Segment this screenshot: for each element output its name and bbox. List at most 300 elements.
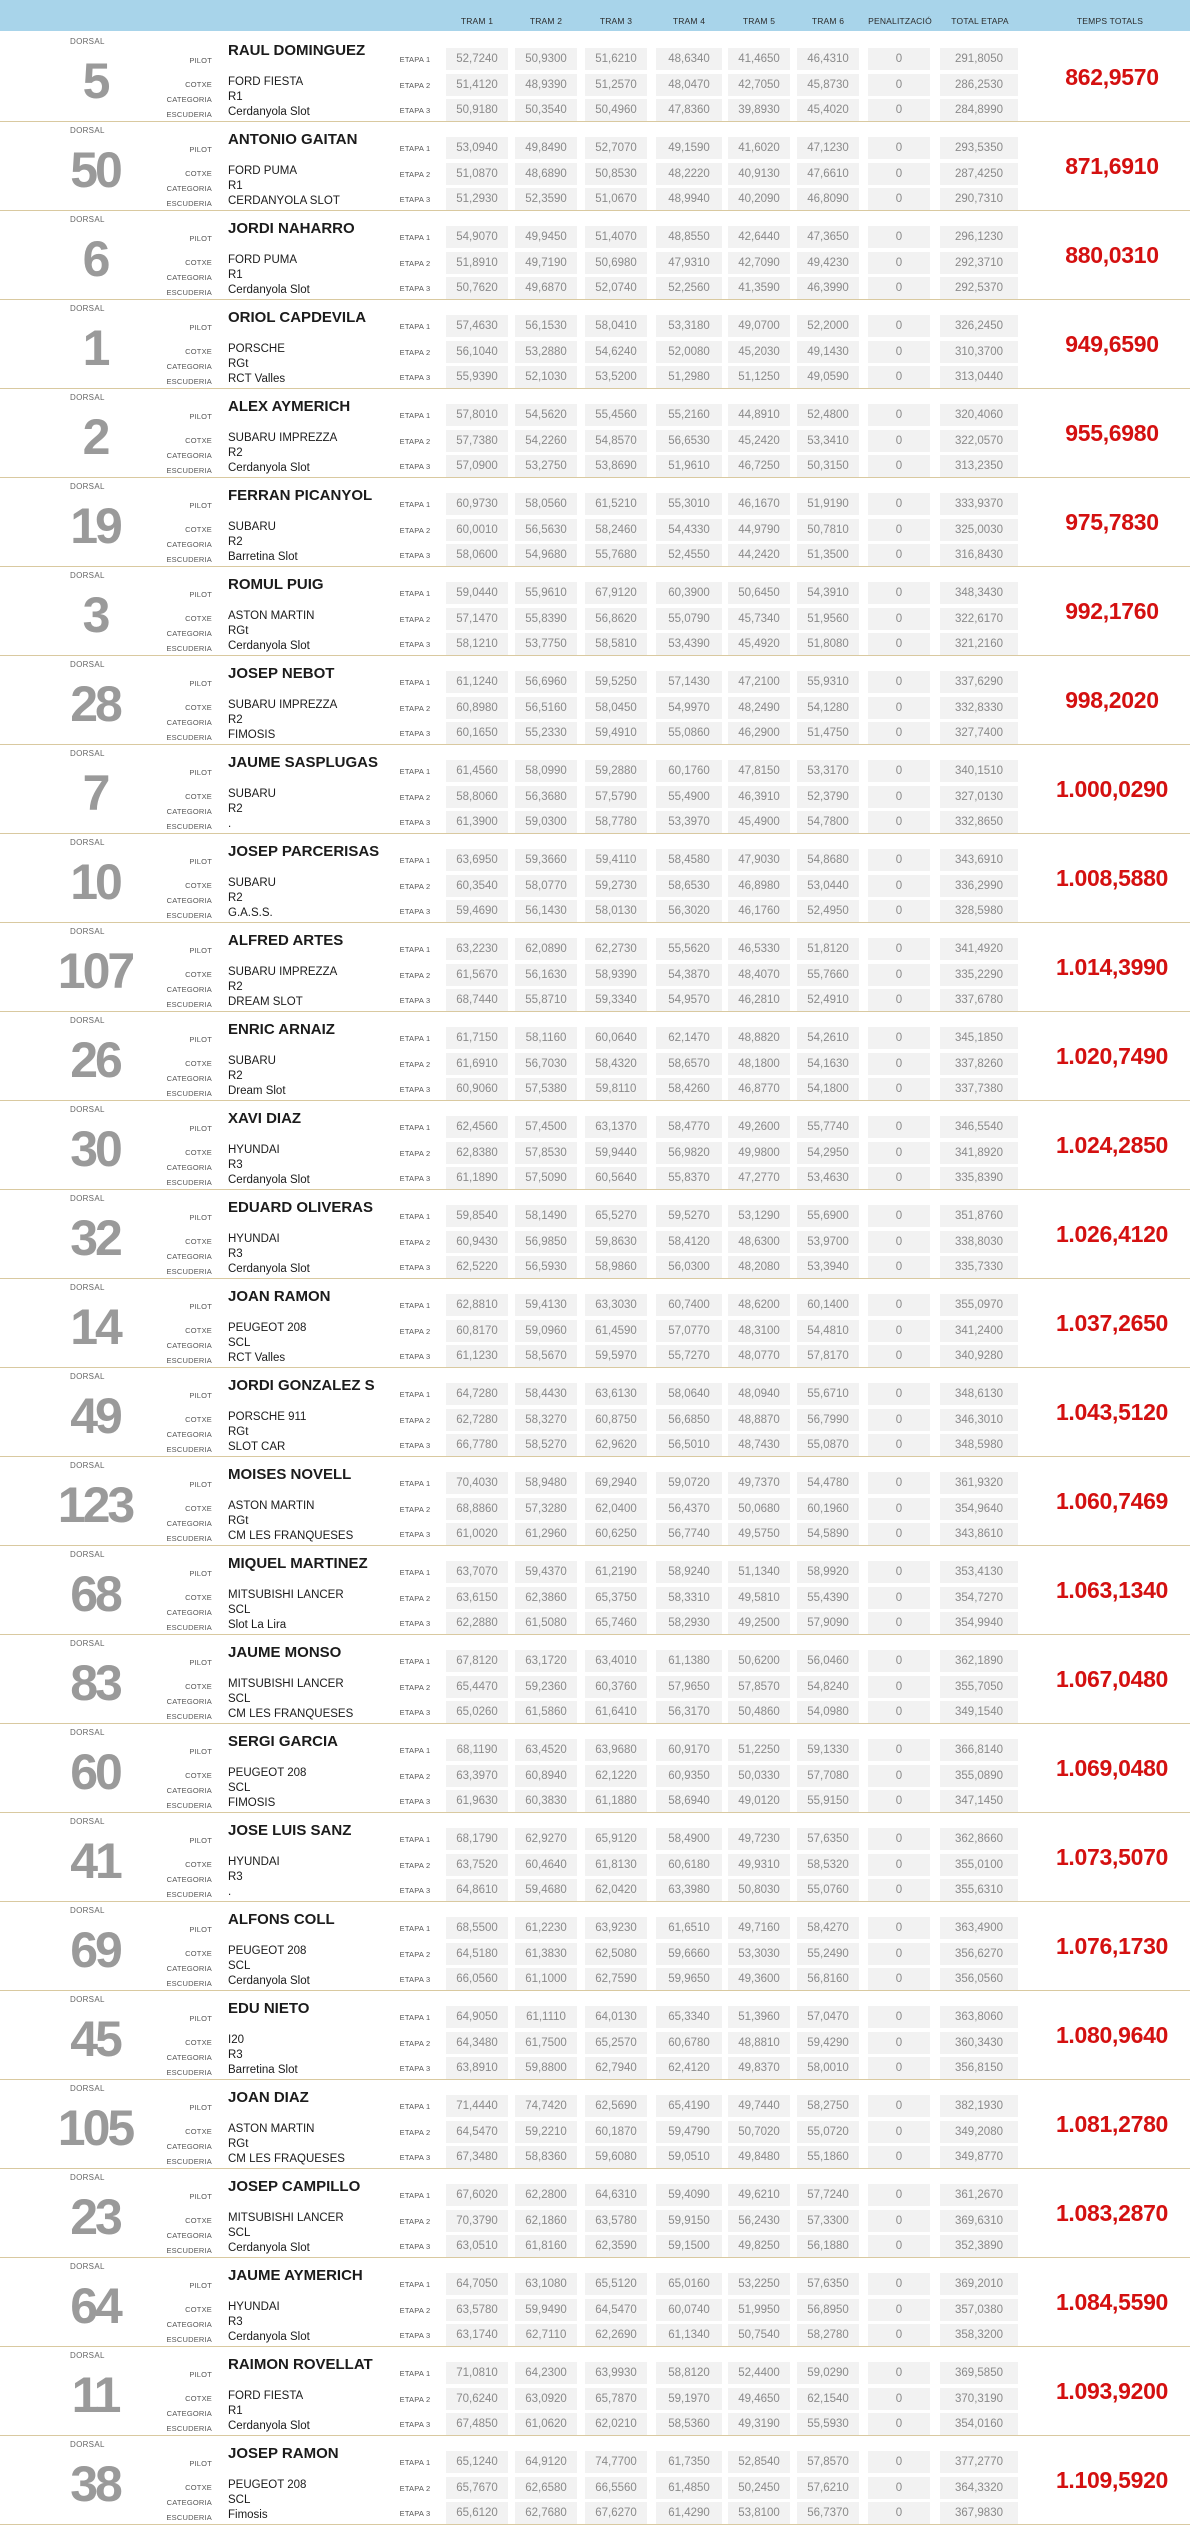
cotxe-value: MITSUBISHI LANCER <box>228 1589 344 1601</box>
escuderia-label: ESCUDERIA <box>166 1445 212 1454</box>
temps-total: 880,0310 <box>1065 242 1159 268</box>
entry-row <box>0 1723 1190 1813</box>
cell-tram1: 63,2230 <box>446 938 509 960</box>
cell-tram5: 50,7540 <box>728 2324 791 2346</box>
cell-tram3: 59,4910 <box>585 722 648 744</box>
cell-tram5: 47,2100 <box>728 671 791 693</box>
cell-tram4: 55,0790 <box>656 608 723 630</box>
cell-tram6: 56,0460 <box>797 1650 860 1672</box>
cotxe-value: HYUNDAI <box>228 1233 280 1245</box>
cell-tram5: 53,1290 <box>728 1205 791 1227</box>
cell-tram1: 61,3900 <box>446 811 509 833</box>
pilot-name: JOSEP CAMPILLO <box>228 2178 361 2195</box>
cotxe-label: COTXE <box>185 1148 212 1157</box>
escuderia-label: ESCUDERIA <box>166 1623 212 1632</box>
pilot-label: PILOT <box>189 501 212 510</box>
cell-tram6: 51,3500 <box>797 544 860 566</box>
cell-tram5: 46,1670 <box>728 493 791 515</box>
cell-tram3: 69,2940 <box>585 1472 648 1494</box>
categoria-label: CATEGORIA <box>166 540 212 549</box>
cotxe-value: SUBARU IMPREZZA <box>228 966 338 978</box>
cell-penalitzacio: 0 <box>868 137 931 159</box>
cell-tram3: 59,8630 <box>585 1231 648 1253</box>
cell-tram2: 58,5670 <box>515 1345 578 1367</box>
cell-tram1: 63,0510 <box>446 2235 509 2257</box>
cell-tram3: 62,9620 <box>585 1434 648 1456</box>
cotxe-value: SUBARU <box>228 1055 276 1067</box>
cell-total-etapa: 356,6270 <box>940 1943 1019 1965</box>
cotxe-value: SUBARU IMPREZZA <box>228 432 338 444</box>
cell-total-etapa: 292,5370 <box>940 277 1019 299</box>
categoria-label: CATEGORIA <box>166 184 212 193</box>
categoria-value: RGt <box>228 1515 249 1527</box>
cell-tram5: 57,8570 <box>728 1676 791 1698</box>
cotxe-value: MITSUBISHI LANCER <box>228 2212 344 2224</box>
cell-penalitzacio: 0 <box>868 2413 931 2435</box>
dorsal-number: 23 <box>70 2189 120 2245</box>
escuderia-label: ESCUDERIA <box>166 1000 212 1009</box>
cell-penalitzacio: 0 <box>868 74 931 96</box>
cell-tram6: 45,8730 <box>797 74 860 96</box>
cell-tram5: 49,9310 <box>728 1854 791 1876</box>
cell-tram4: 48,8550 <box>656 226 723 248</box>
cotxe-label: COTXE <box>185 881 212 890</box>
cell-tram1: 66,7780 <box>446 1434 509 1456</box>
escuderia-value: FIMOSIS <box>228 1797 276 1809</box>
dorsal-number: 6 <box>82 231 108 287</box>
cell-tram4: 47,9310 <box>656 252 723 274</box>
etapa-label: ETAPA 3 <box>399 1174 431 1183</box>
pilot-name: ENRIC ARNAIZ <box>228 1021 335 1038</box>
cell-penalitzacio: 0 <box>868 2032 931 2054</box>
cell-tram2: 57,5380 <box>515 1078 578 1100</box>
cell-tram3: 58,0450 <box>585 697 648 719</box>
cell-tram4: 60,6180 <box>656 1854 723 1876</box>
cell-penalitzacio: 0 <box>868 1409 931 1431</box>
cell-tram2: 61,1110 <box>515 2006 578 2028</box>
cell-penalitzacio: 0 <box>868 226 931 248</box>
cell-tram3: 54,8570 <box>585 430 648 452</box>
categoria-label: CATEGORIA <box>166 1163 212 1172</box>
escuderia-label: ESCUDERIA <box>166 2513 212 2522</box>
etapa-label: ETAPA 1 <box>399 144 431 153</box>
cell-tram3: 53,5200 <box>585 366 648 388</box>
col-header-tram6: TRAM 6 <box>811 16 845 26</box>
cell-tram4: 58,4900 <box>656 1828 723 1850</box>
cell-tram1: 51,0870 <box>446 163 509 185</box>
entry-row <box>0 210 1190 300</box>
cell-tram3: 63,9680 <box>585 1739 648 1761</box>
categoria-label: CATEGORIA <box>166 1964 212 1973</box>
cell-tram2: 55,2330 <box>515 722 578 744</box>
cell-tram5: 49,5810 <box>728 1587 791 1609</box>
cell-tram1: 66,0560 <box>446 1968 509 1990</box>
cell-tram4: 58,6530 <box>656 875 723 897</box>
etapa-label: ETAPA 3 <box>399 2064 431 2073</box>
cell-tram6: 54,5890 <box>797 1523 860 1545</box>
cell-total-etapa: 346,3010 <box>940 1409 1019 1431</box>
cell-tram6: 45,4020 <box>797 99 860 121</box>
etapa-label: ETAPA 1 <box>399 322 431 331</box>
categoria-value: RGt <box>228 358 249 370</box>
cell-tram6: 55,5930 <box>797 2413 860 2435</box>
table-header <box>0 0 1190 31</box>
cell-tram2: 62,3860 <box>515 1587 578 1609</box>
cotxe-value: PORSCHE <box>228 343 285 355</box>
cell-tram4: 54,9570 <box>656 989 723 1011</box>
cell-penalitzacio: 0 <box>868 722 931 744</box>
cell-tram3: 59,4110 <box>585 849 648 871</box>
cell-tram6: 54,1280 <box>797 697 860 719</box>
dorsal-number: 49 <box>70 1388 120 1444</box>
cell-tram4: 61,6510 <box>656 1917 723 1939</box>
dorsal-label: DORSAL <box>70 1016 105 1025</box>
cell-tram1: 61,1240 <box>446 671 509 693</box>
etapa-label: ETAPA 1 <box>399 945 431 954</box>
cell-tram1: 63,6150 <box>446 1587 509 1609</box>
cell-tram4: 59,4090 <box>656 2184 723 2206</box>
cell-tram5: 40,9130 <box>728 163 791 185</box>
pilot-label: PILOT <box>189 1302 212 1311</box>
categoria-label: CATEGORIA <box>166 807 212 816</box>
cell-tram3: 56,8620 <box>585 608 648 630</box>
cell-tram6: 53,9700 <box>797 1231 860 1253</box>
dorsal-label: DORSAL <box>70 1906 105 1915</box>
cell-tram6: 47,1230 <box>797 137 860 159</box>
cell-tram6: 59,4290 <box>797 2032 860 2054</box>
cell-total-etapa: 340,9280 <box>940 1345 1019 1367</box>
escuderia-label: ESCUDERIA <box>166 555 212 564</box>
dorsal-label: DORSAL <box>70 660 105 669</box>
cell-tram3: 62,0420 <box>585 1879 648 1901</box>
categoria-value: R1 <box>228 180 243 192</box>
cell-tram1: 70,6240 <box>446 2388 509 2410</box>
cell-tram5: 53,3030 <box>728 1943 791 1965</box>
cell-total-etapa: 332,8650 <box>940 811 1019 833</box>
cell-tram3: 52,0740 <box>585 277 648 299</box>
cell-total-etapa: 327,7400 <box>940 722 1019 744</box>
escuderia-value: Dream Slot <box>228 1085 286 1097</box>
cell-tram4: 55,4900 <box>656 786 723 808</box>
cell-penalitzacio: 0 <box>868 1790 931 1812</box>
cell-tram4: 60,0740 <box>656 2299 723 2321</box>
etapa-label: ETAPA 3 <box>399 1085 431 1094</box>
cell-tram1: 57,4630 <box>446 315 509 337</box>
cell-tram1: 58,0600 <box>446 544 509 566</box>
cell-tram6: 53,0440 <box>797 875 860 897</box>
cell-penalitzacio: 0 <box>868 938 931 960</box>
cell-tram5: 49,3190 <box>728 2413 791 2435</box>
cell-tram4: 57,1430 <box>656 671 723 693</box>
etapa-label: ETAPA 3 <box>399 996 431 1005</box>
cotxe-label: COTXE <box>185 2305 212 2314</box>
cell-penalitzacio: 0 <box>868 277 931 299</box>
cell-penalitzacio: 0 <box>868 1294 931 1316</box>
cell-total-etapa: 369,6310 <box>940 2210 1019 2232</box>
categoria-label: CATEGORIA <box>166 2498 212 2507</box>
cell-tram4: 59,1970 <box>656 2388 723 2410</box>
cell-tram1: 68,7440 <box>446 989 509 1011</box>
col-header-tram4: TRAM 4 <box>672 16 706 26</box>
col-header-total-etapa: TOTAL ETAPA <box>951 16 1009 26</box>
cell-tram3: 61,1880 <box>585 1790 648 1812</box>
cell-tram1: 63,5780 <box>446 2299 509 2321</box>
categoria-label: CATEGORIA <box>166 95 212 104</box>
cell-tram3: 64,5470 <box>585 2299 648 2321</box>
cell-tram1: 68,5500 <box>446 1917 509 1939</box>
cell-tram4: 58,6940 <box>656 1790 723 1812</box>
dorsal-number: 5 <box>82 53 108 109</box>
cell-tram1: 51,4120 <box>446 74 509 96</box>
cell-tram6: 60,1960 <box>797 1498 860 1520</box>
cell-penalitzacio: 0 <box>868 99 931 121</box>
etapa-label: ETAPA 3 <box>399 1886 431 1895</box>
pilot-label: PILOT <box>189 857 212 866</box>
cell-tram5: 51,9950 <box>728 2299 791 2321</box>
cell-tram1: 63,3970 <box>446 1765 509 1787</box>
cell-tram2: 61,7500 <box>515 2032 578 2054</box>
cell-tram5: 51,1250 <box>728 366 791 388</box>
cell-tram5: 48,0940 <box>728 1383 791 1405</box>
pilot-label: PILOT <box>189 1035 212 1044</box>
etapa-label: ETAPA 3 <box>399 1263 431 1272</box>
temps-total: 975,7830 <box>1065 509 1159 535</box>
cell-penalitzacio: 0 <box>868 1650 931 1672</box>
cell-tram3: 63,3030 <box>585 1294 648 1316</box>
escuderia-value: . <box>228 818 232 830</box>
dorsal-label: DORSAL <box>70 1105 105 1114</box>
cell-tram6: 51,8120 <box>797 938 860 960</box>
cell-total-etapa: 338,8030 <box>940 1231 1019 1253</box>
cell-total-etapa: 358,3200 <box>940 2324 1019 2346</box>
cell-tram1: 61,9630 <box>446 1790 509 1812</box>
categoria-label: CATEGORIA <box>166 985 212 994</box>
cell-tram3: 63,1370 <box>585 1116 648 1138</box>
temps-total: 1.083,2870 <box>1055 2200 1169 2226</box>
cell-tram2: 59,4370 <box>515 1561 578 1583</box>
cotxe-value: HYUNDAI <box>228 2301 280 2313</box>
cell-penalitzacio: 0 <box>868 2388 931 2410</box>
cotxe-value: FORD PUMA <box>228 254 297 266</box>
dorsal-label: DORSAL <box>70 126 105 135</box>
dorsal-label: DORSAL <box>70 1995 105 2004</box>
cell-tram3: 63,5780 <box>585 2210 648 2232</box>
cotxe-value: PEUGEOT 208 <box>228 1767 307 1779</box>
cell-tram2: 54,9680 <box>515 544 578 566</box>
pilot-label: PILOT <box>189 56 212 65</box>
cell-tram6: 59,1330 <box>797 1739 860 1761</box>
cell-tram5: 42,6440 <box>728 226 791 248</box>
cell-tram5: 42,7090 <box>728 252 791 274</box>
dorsal-label: DORSAL <box>70 2173 105 2182</box>
cotxe-label: COTXE <box>185 1949 212 1958</box>
cell-tram5: 39,8930 <box>728 99 791 121</box>
cell-tram6: 60,1400 <box>797 1294 860 1316</box>
cell-tram6: 46,8090 <box>797 188 860 210</box>
etapa-label: ETAPA 1 <box>399 411 431 420</box>
etapa-label: ETAPA 1 <box>399 1479 431 1488</box>
cell-tram5: 42,7050 <box>728 74 791 96</box>
cell-total-etapa: 356,0560 <box>940 1968 1019 1990</box>
cell-tram6: 57,6210 <box>797 2477 860 2499</box>
etapa-label: ETAPA 3 <box>399 1708 431 1717</box>
cotxe-value: SUBARU <box>228 788 276 800</box>
cell-tram3: 59,3340 <box>585 989 648 1011</box>
categoria-label: CATEGORIA <box>166 1875 212 1884</box>
cell-tram6: 57,7240 <box>797 2184 860 2206</box>
etapa-label: ETAPA 1 <box>399 55 431 64</box>
cell-tram5: 45,2420 <box>728 430 791 452</box>
pilot-label: PILOT <box>189 1836 212 1845</box>
cell-tram3: 58,4320 <box>585 1053 648 1075</box>
cell-tram5: 52,4400 <box>728 2362 791 2384</box>
cell-tram6: 53,3170 <box>797 760 860 782</box>
cell-penalitzacio: 0 <box>868 493 931 515</box>
cell-total-etapa: 349,2080 <box>940 2121 1019 2143</box>
etapa-label: ETAPA 2 <box>399 882 431 891</box>
cell-tram1: 61,6910 <box>446 1053 509 1075</box>
cell-tram1: 60,3540 <box>446 875 509 897</box>
temps-total: 1.073,5070 <box>1055 1844 1169 1870</box>
pilot-label: PILOT <box>189 412 212 421</box>
cell-tram2: 59,9490 <box>515 2299 578 2321</box>
entry-row <box>0 2346 1190 2436</box>
categoria-value: RGt <box>228 2138 249 2150</box>
categoria-label: CATEGORIA <box>166 1519 212 1528</box>
cell-tram5: 50,2450 <box>728 2477 791 2499</box>
cell-tram2: 63,4520 <box>515 1739 578 1761</box>
cell-tram3: 59,8110 <box>585 1078 648 1100</box>
cell-tram2: 60,3830 <box>515 1790 578 1812</box>
cell-tram3: 62,0210 <box>585 2413 648 2435</box>
pilot-name: JOSEP RAMON <box>228 2445 339 2462</box>
cell-total-etapa: 336,2990 <box>940 875 1019 897</box>
cell-tram6: 54,2950 <box>797 1142 860 1164</box>
cell-tram1: 67,3480 <box>446 2146 509 2168</box>
escuderia-value: Cerdanyola Slot <box>228 2242 310 2254</box>
cell-penalitzacio: 0 <box>868 1739 931 1761</box>
cell-tram2: 48,6890 <box>515 163 578 185</box>
escuderia-value: Cerdanyola Slot <box>228 1174 310 1186</box>
cell-tram6: 55,9310 <box>797 671 860 693</box>
cotxe-label: COTXE <box>185 1860 212 1869</box>
cell-tram6: 55,0720 <box>797 2121 860 2143</box>
cell-tram6: 54,7800 <box>797 811 860 833</box>
cell-tram4: 56,3020 <box>656 900 723 922</box>
cell-tram2: 56,6960 <box>515 671 578 693</box>
cell-tram1: 60,9430 <box>446 1231 509 1253</box>
cell-tram1: 65,1240 <box>446 2451 509 2473</box>
cell-total-etapa: 369,5850 <box>940 2362 1019 2384</box>
pilot-name: JORDI GONZALEZ S <box>228 1377 375 1394</box>
dorsal-number: 60 <box>70 1744 120 1800</box>
categoria-value: R2 <box>228 714 243 726</box>
cell-tram4: 56,7740 <box>656 1523 723 1545</box>
cell-tram2: 55,8710 <box>515 989 578 1011</box>
cell-tram3: 61,8130 <box>585 1854 648 1876</box>
cell-penalitzacio: 0 <box>868 2324 931 2346</box>
cell-tram5: 49,7160 <box>728 1917 791 1939</box>
categoria-label: CATEGORIA <box>166 2231 212 2240</box>
cell-total-etapa: 328,5980 <box>940 900 1019 922</box>
cell-tram2: 58,0990 <box>515 760 578 782</box>
cell-tram3: 61,6410 <box>585 1701 648 1723</box>
cell-tram6: 55,6900 <box>797 1205 860 1227</box>
cell-tram2: 50,9300 <box>515 48 578 70</box>
dorsal-number: 2 <box>82 409 108 465</box>
cell-tram3: 58,0410 <box>585 315 648 337</box>
etapa-label: ETAPA 3 <box>399 1797 431 1806</box>
cell-tram1: 61,0020 <box>446 1523 509 1545</box>
categoria-label: CATEGORIA <box>166 2142 212 2151</box>
etapa-label: ETAPA 2 <box>399 170 431 179</box>
cell-tram3: 74,7700 <box>585 2451 648 2473</box>
cell-penalitzacio: 0 <box>868 875 931 897</box>
etapa-label: ETAPA 1 <box>399 1390 431 1399</box>
cotxe-label: COTXE <box>185 436 212 445</box>
cell-tram6: 51,4750 <box>797 722 860 744</box>
cell-penalitzacio: 0 <box>868 188 931 210</box>
cell-tram2: 60,4640 <box>515 1854 578 1876</box>
cell-tram1: 62,4560 <box>446 1116 509 1138</box>
cell-tram2: 52,1030 <box>515 366 578 388</box>
temps-total: 1.081,2780 <box>1055 2111 1169 2137</box>
etapa-label: ETAPA 3 <box>399 729 431 738</box>
cell-tram6: 56,7990 <box>797 1409 860 1431</box>
dorsal-number: 38 <box>70 2456 120 2512</box>
entry-row <box>0 922 1190 1012</box>
etapa-label: ETAPA 2 <box>399 2039 431 2048</box>
cell-tram3: 65,3750 <box>585 1587 648 1609</box>
cell-tram6: 46,4310 <box>797 48 860 70</box>
cell-tram1: 71,0810 <box>446 2362 509 2384</box>
entry-row <box>0 1100 1190 1190</box>
cell-tram3: 61,5210 <box>585 493 648 515</box>
cell-tram3: 58,9860 <box>585 1256 648 1278</box>
cell-tram6: 56,8950 <box>797 2299 860 2321</box>
cell-total-etapa: 352,3890 <box>940 2235 1019 2257</box>
cell-tram5: 48,2080 <box>728 1256 791 1278</box>
cell-penalitzacio: 0 <box>868 1053 931 1075</box>
cell-penalitzacio: 0 <box>868 1612 931 1634</box>
cell-tram5: 46,2900 <box>728 722 791 744</box>
etapa-label: ETAPA 2 <box>399 437 431 446</box>
cell-tram5: 49,8480 <box>728 2146 791 2168</box>
cell-tram2: 56,1530 <box>515 315 578 337</box>
etapa-label: ETAPA 3 <box>399 2331 431 2340</box>
pilot-name: ROMUL PUIG <box>228 576 324 593</box>
cell-tram1: 54,9070 <box>446 226 509 248</box>
cell-penalitzacio: 0 <box>868 1523 931 1545</box>
cell-tram5: 48,6200 <box>728 1294 791 1316</box>
escuderia-label: ESCUDERIA <box>166 1712 212 1721</box>
cell-tram5: 47,8150 <box>728 760 791 782</box>
etapa-label: ETAPA 3 <box>399 1352 431 1361</box>
cell-tram2: 61,5860 <box>515 1701 578 1723</box>
escuderia-label: ESCUDERIA <box>166 2424 212 2433</box>
cell-penalitzacio: 0 <box>868 1027 931 1049</box>
cotxe-label: COTXE <box>185 258 212 267</box>
cell-tram2: 56,9850 <box>515 1231 578 1253</box>
etapa-label: ETAPA 2 <box>399 1950 431 1959</box>
categoria-value: SCL <box>228 1782 251 1794</box>
categoria-label: CATEGORIA <box>166 718 212 727</box>
etapa-label: ETAPA 1 <box>399 767 431 776</box>
cell-tram3: 63,4010 <box>585 1650 648 1672</box>
cell-tram1: 67,4850 <box>446 2413 509 2435</box>
cell-total-etapa: 341,2400 <box>940 1320 1019 1342</box>
etapa-label: ETAPA 1 <box>399 589 431 598</box>
